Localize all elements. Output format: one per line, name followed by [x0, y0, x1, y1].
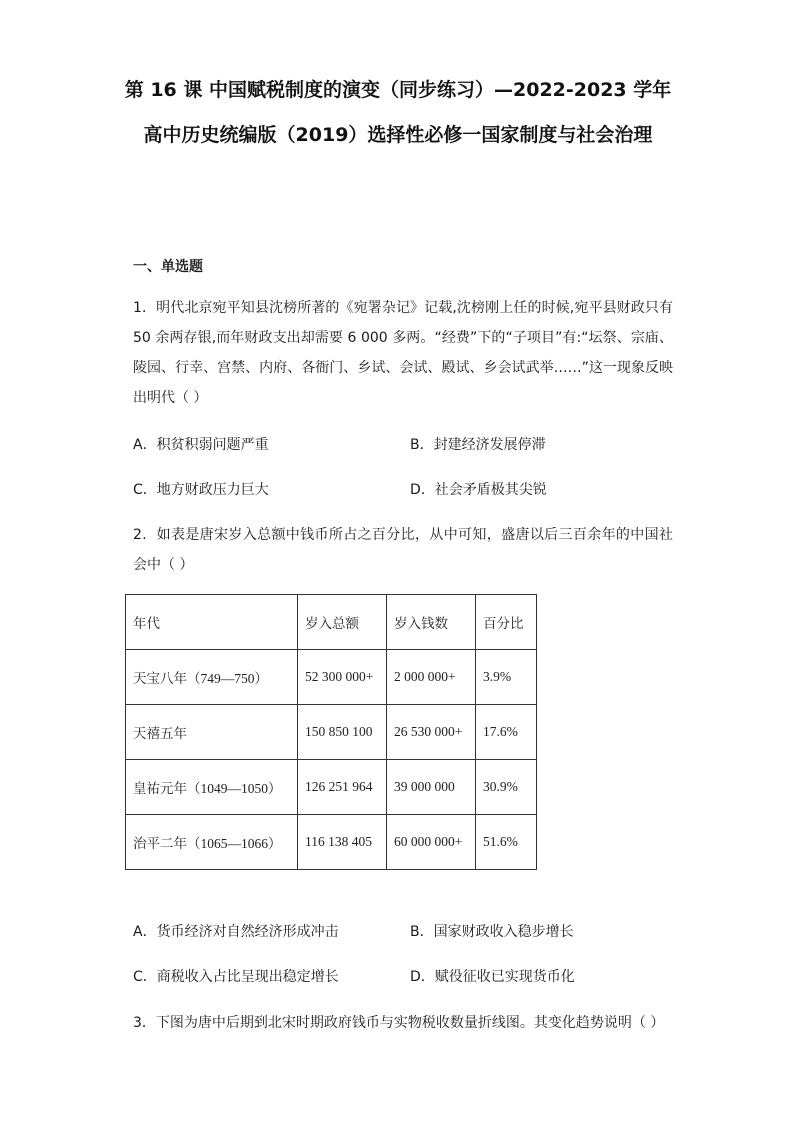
table-cell: 治平二年（1065—1066）: [126, 815, 298, 870]
table-cell: 116 138 405: [298, 815, 387, 870]
table-cell: 17.6%: [476, 705, 537, 760]
question-3-stem: 3．下图为唐中后期到北宋时期政府钱币与实物税收数量折线图。其变化趋势说明（ ）: [133, 1015, 665, 1031]
table-header-cell: 岁入钱数: [387, 595, 476, 650]
table-cell: 3.9%: [476, 650, 537, 705]
table-cell: 天宝八年（749—750）: [126, 650, 298, 705]
table-cell: 30.9%: [476, 760, 537, 815]
table-cell: 39 000 000: [387, 760, 476, 815]
table-header-row: [126, 595, 537, 650]
question-1-stem: 1．明代北京宛平知县沈榜所著的《宛署杂记》记载,沈榜刚上任的时候,宛平县财政只有 50 余两存银,而年财政支出却需要 6 000 多两。“经费”下的“子项目”有:“坛祭、宗庙、陵园、行幸、宫禁、内府、各衙门、乡试、会试、殿试、乡会试武举……”这一现象反映出明代（ ）: [133, 300, 673, 406]
table-cell: 2 000 000+: [387, 650, 476, 705]
question-1-option-d[interactable]: D．社会矛盾极其尖锐: [410, 482, 547, 498]
table-header-cell: 岁入总额: [298, 595, 387, 650]
question-2-option-a[interactable]: A．货币经济对自然经济形成冲击: [133, 924, 339, 940]
table-cell: 150 850 100: [298, 705, 387, 760]
table-header-cell: 年代: [126, 595, 298, 650]
question-1-option-c[interactable]: C．地方财政压力巨大: [133, 482, 269, 498]
table-row: [126, 760, 537, 815]
section-heading: 一、单选题: [133, 259, 203, 275]
table-cell: 天禧五年: [126, 705, 298, 760]
table-cell: 26 530 000+: [387, 705, 476, 760]
table-header-cell: 百分比: [476, 595, 537, 650]
question-2-option-b[interactable]: B．国家财政收入稳步增长: [410, 924, 574, 940]
question-2-option-d[interactable]: D．赋役征收已实现货币化: [410, 969, 575, 985]
revenue-table: [125, 594, 537, 870]
table-row: [126, 705, 537, 760]
question-2-stem: 2．如表是唐宋岁入总额中钱币所占之百分比，从中可知，盛唐以后三百余年的中国社会中（ ）: [133, 527, 673, 573]
document-title: 第 16 课 中国赋税制度的演变（同步练习）—2022-2023 学年高中历史统编版（2019）选择性必修一国家制度与社会治理: [124, 79, 672, 146]
table-row: [126, 815, 537, 870]
table-cell: 皇祐元年（1049—1050）: [126, 760, 298, 815]
table-row: [126, 650, 537, 705]
question-1-option-b[interactable]: B．封建经济发展停滞: [410, 437, 546, 453]
table-cell: 52 300 000+: [298, 650, 387, 705]
question-2-option-c[interactable]: C．商税收入占比呈现出稳定增长: [133, 969, 339, 985]
table-cell: 51.6%: [476, 815, 537, 870]
table-cell: 60 000 000+: [387, 815, 476, 870]
table-cell: 126 251 964: [298, 760, 387, 815]
question-1-option-a[interactable]: A．积贫积弱问题严重: [133, 437, 269, 453]
